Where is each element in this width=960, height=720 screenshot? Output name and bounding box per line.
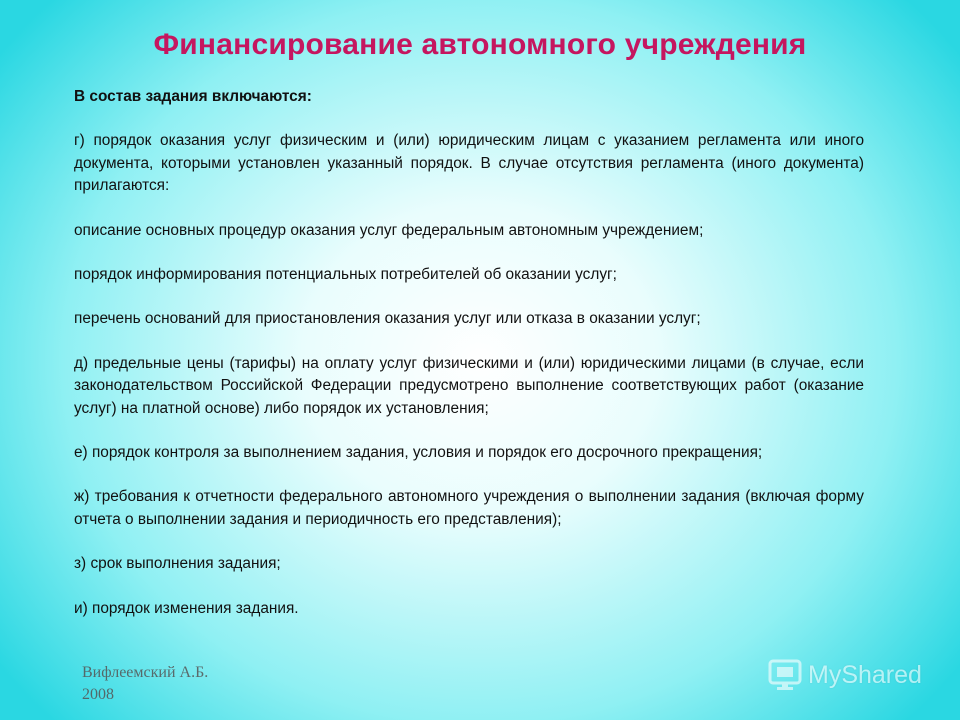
paragraph-g: г) порядок оказания услуг физическим и (или) юридическим лицам с указанием регламента или иного документа, которыми установлен указанный порядок. В случае отсутствия регламента (иного документа) прилагаются: — [74, 132, 864, 195]
paragraph-e: е) порядок контроля за выполнением задания, условия и порядок его досрочного прекращения; — [74, 444, 763, 462]
author-year: 2008 — [82, 686, 114, 703]
watermark-text: MyShared — [808, 660, 922, 689]
slide-title: Финансирование автономного учреждения — [153, 28, 807, 61]
author-name: Вифлеемский А.Б. — [82, 664, 209, 681]
myshared-logo-icon — [768, 658, 802, 692]
paragraph-d: д) предельные цены (тарифы) на оплату услуг физическими и (или) юридическими лицами (в случае, если законодательством Российской Федерации предусмотрено выполнение соответствующих работ (оказание услуг) на платной основе) либо порядок их установления; — [74, 354, 864, 417]
paragraph-z: з) срок выполнения задания; — [74, 555, 281, 573]
paragraph-informing: порядок информирования потенциальных потребителей об оказании услуг; — [74, 266, 617, 284]
author-footer — [82, 662, 208, 706]
myshared-watermark — [768, 655, 943, 695]
paragraph-suspension: перечень оснований для приостановления оказания услуг или отказа в оказании услуг; — [74, 310, 701, 328]
slide-body — [74, 86, 864, 642]
paragraph-i: и) порядок изменения задания. — [74, 599, 299, 617]
intro-heading: В состав задания включаются: — [74, 88, 312, 105]
paragraph-procedures: описание основных процедур оказания услуг федеральным автономным учреждением; — [74, 221, 704, 239]
paragraph-zh: ж) требования к отчетности федерального автономного учреждения о выполнении задания (включая форму отчета о выполнении задания и периодичность его представления); — [74, 488, 864, 528]
